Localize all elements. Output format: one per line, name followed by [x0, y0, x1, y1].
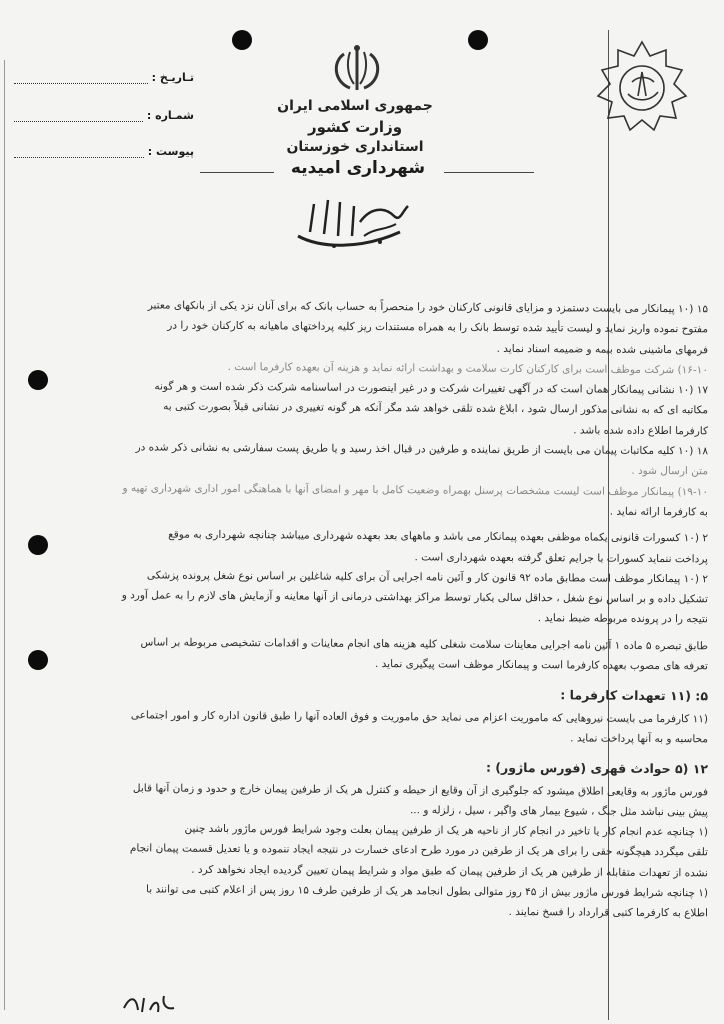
paragraph-line: کارفرما اطلاع داده شده باشد .	[573, 424, 709, 438]
paragraph-line: پیش بینی نباشد مثل جنگ ، شیوع بیمار های واگیر ، سیل ، زلزله و ...	[409, 804, 709, 819]
paragraph-line: مکاتبه ای که به نشانی مذکور ارسال شود ، ابلاغ شده تلقی خواهد شد مگر آنکه هر گونه تغییری در نشانی قبلاً بصورت کتبی به	[163, 401, 709, 417]
section-heading-force-majeure: ۱۲ (۵ حوادث قهری (فورس ماژور) :	[485, 760, 709, 777]
iran-emblem-icon	[322, 40, 392, 96]
attachment-field	[14, 140, 194, 158]
paragraph-line: نتیجه را در پرونده مربوطه ضبط نماید .	[537, 612, 709, 626]
paragraph-line: (۱ چنانچه شرایط فورس ماژور بیش از ۴۵ روز متوالی بطول انجامد هر یک از طرفین طرف ۱۵ روز پس از اعلام کتبی می توانند با	[146, 883, 709, 900]
paragraph-line: ۲ (۱۰ کسورات قانونی یکماه موظفی بعهده پیمانکار می باشد و ماههای بعد بعهده شهرداری میباشد چنانچه شهرداری به موقع	[168, 528, 709, 545]
municipality-logo-icon	[592, 36, 692, 136]
page-edge-rule	[4, 60, 5, 1010]
paragraph-line: محاسبه و به آنها پرداخت نماید .	[570, 732, 709, 746]
paragraph-line: (۱۱ کارفرما می بایست نیروهایی که ماموریت اعزام می نماید حق ماموریت و فوق العاده آنها را طبق قانون اداره کار و امور اجتماعی	[130, 708, 709, 725]
header-country: جمهوری اسلامی ایران	[277, 98, 433, 114]
header-governorate: استانداری خوزستان	[286, 139, 424, 155]
municipality-title: شهرداری امیدیه	[290, 158, 426, 178]
paragraph-line: (۱ چنانچه عدم انجام کار یا تاخیر در انجام کار از ناحیه هر یک از طرفین پیمان بعلت وجود شرایط فورس ماژور باشد چنین	[184, 822, 709, 839]
paragraph-line: متن ارسال شود .	[631, 465, 709, 478]
side-stamp	[40, 940, 54, 1010]
punch-hole	[468, 30, 488, 50]
paragraph-line: ۱۸ (۱۰ کلیه مکاتبات پیمان می بایست از طریق نماینده و طرفین در قبال اخذ رسید و یا طریق پست سفارشی به نشانی ذکر شده در	[135, 441, 709, 458]
document-body	[40, 298, 708, 923]
paragraph-line: ۱۹-۱۰) پیمانکار موظف است لیست مشخصات پرسنل بهمراه وضعیت کامل با مهر و امضای آنها با هماهنگی امور اداری شهرداری تهیه و	[122, 481, 709, 499]
paragraph-line: فورس ماژور به وقایعی اطلاق میشود که جلوگیری از آن وقایع از حیطه و کنترل هر یک از طرفین پیمان خارج و حدود و زمان آنها قابل	[132, 781, 709, 798]
number-label: شمـاره :	[146, 109, 194, 122]
paragraph-line: فرمهای ماشینی شده بیمه و ضمیمه اسناد نماید .	[496, 342, 709, 356]
paragraph-line: ۱۶-۱۰) شرکت موظف است برای کارکنان کارت سلامت و بهداشت ارائه نماید و هزینه آن بعهده کارفرما است .	[227, 360, 709, 377]
date-field	[14, 66, 194, 84]
header-rule-right	[444, 172, 534, 173]
paragraph-line: نشده از تعهدات متقابله از طرفین هر یک از طرفین پیمان که طبق مواد و شرایط پیمان تعیین گردیده ایجاد نخواهد کرد .	[191, 863, 709, 880]
paragraph-line: ۱۷ (۱۰ نشانی پیمانکار همان است که در آگهی تغییرات شرکت و در غیر اینصورت در اساسنامه شرکت ذکر شده است و هر گونه	[154, 380, 709, 397]
number-field	[14, 104, 194, 122]
punch-hole	[232, 30, 252, 50]
section-heading-employer: ۵: (۱۱ تعهدات کارفرما :	[560, 687, 709, 704]
paragraph-line: به کارفرما ارائه نماید .	[609, 505, 709, 519]
paragraph-line: تلقی میگردد هیچگونه حقی را برای هر یک از طرفین در مورد طرح ادعای خسارت در نتیجه ایجاد ننموده و یا تعدیل قسمت پیمان انجام	[129, 842, 709, 859]
paragraph-line: ۲ (۱۰ پیمانکار موظف است مطابق ماده ۹۲ قانون کار و آئین نامه اجرایی آن برای کلیه شاغلین بر اساس نوع شغل پرونده پزشکی	[146, 569, 709, 586]
paragraph-line: اطلاع به کارفرما کتبی قرارداد را فسخ نمایند .	[508, 906, 709, 920]
paragraph-line: ۱۵ (۱۰ پیمانکار می بایست دستمزد و مزایای قانونی کارکنان خود را منحصراً به حساب بانک که برای آنان نزد یکی از بانکهای معتبر	[147, 299, 709, 316]
bismillah-calligraphy	[290, 192, 420, 254]
header-ministry: وزارت کشور	[307, 118, 403, 136]
paragraph-line: پرداخت ننماید کسورات با جرایم تعلق گرفته بعهده شهرداری است .	[414, 550, 709, 565]
paragraph-line: تشکیل داده و بر اساس نوع شغل ، حداقل سالی یکبار توسط مراکز بهداشتی درمانی از آنها معاینه و آزمایش های لازم را به عمل آورد و	[121, 589, 709, 606]
date-label: تـاریـخ :	[151, 71, 194, 84]
signature-mark	[120, 990, 180, 1016]
header-rule-left	[200, 172, 274, 173]
paragraph-line: مفتوح نموده واریز نماید و لیست تأیید شده توسط بانک را به همراه مستندات ریز کلیه پرداختهای ماهیانه به کارکنان خود را در	[167, 319, 709, 336]
paragraph-line: طابق تبصره ۵ ماده ۱ آئین نامه اجرایی معاینات سلامت شغلی کلیه هزینه های انجام معاینات و اقدامات تشخیصی مربوطه بر اساس	[140, 636, 709, 653]
paragraph-line: تعرفه های مصوب بعهده کارفرما است و پیمانکار موظف است پیگیری نماید .	[374, 658, 709, 673]
attachment-label: پیوست :	[147, 145, 194, 158]
